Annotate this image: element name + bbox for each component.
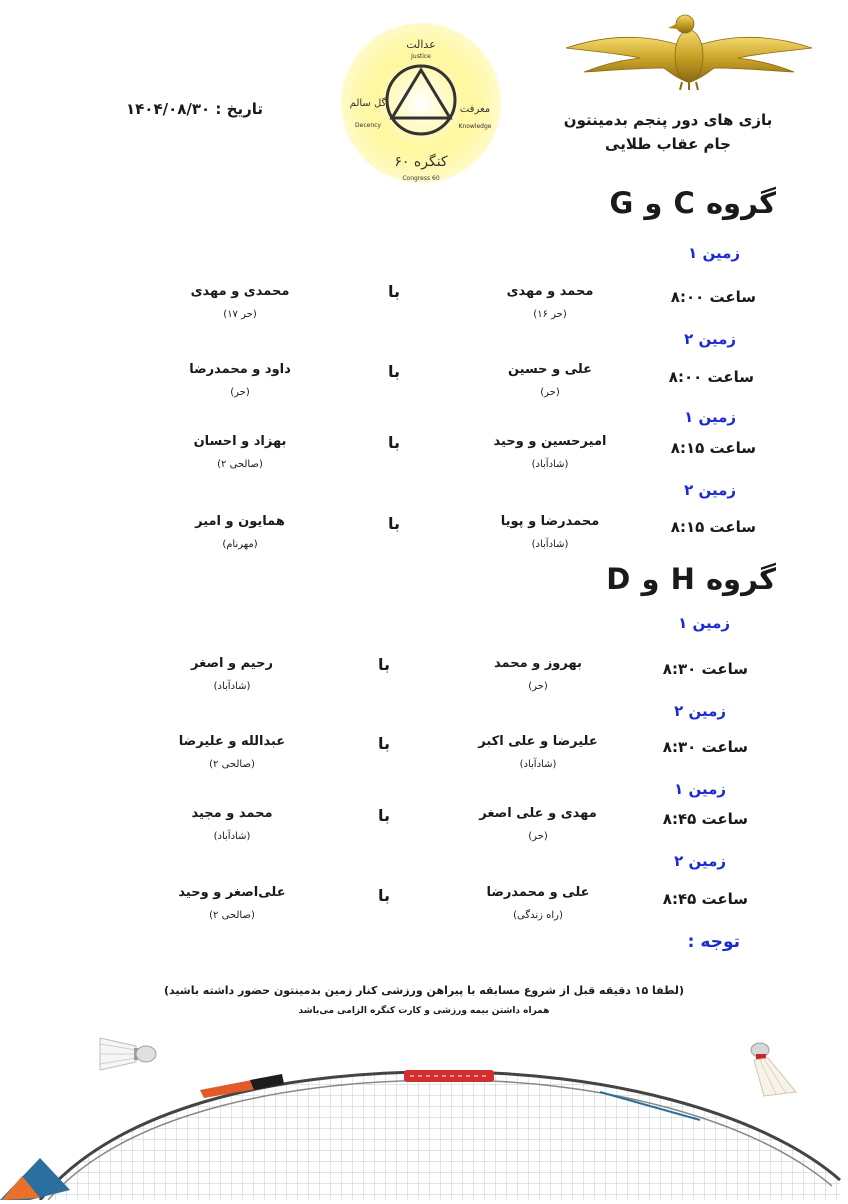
team-away [150,361,330,400]
team-away-name: همایون و امیر [195,514,285,529]
tournament-title [518,108,818,156]
match-court: زمین ۱ [678,614,730,632]
team-away [150,513,330,552]
team-home-name: بهروز و محمد [494,656,582,671]
match-time: ساعت ۸:۴۵ [662,890,748,908]
vs-label: با [388,282,401,301]
team-home-club: (راه زندگی) [513,910,563,921]
team-home [460,283,640,322]
note-title: توجه : [687,932,740,952]
team-away [142,655,322,694]
team-away-club: (صالحی ۲) [209,759,255,770]
team-away-name: داود و محمدرضا [189,362,291,377]
team-home [460,433,640,472]
vs-label: با [378,734,391,753]
team-away [142,805,322,844]
vs-label: با [388,514,401,533]
group-heading-h-d: گروه H و D [606,562,776,596]
team-away-club: (حر) [230,387,250,398]
team-away-club: (حر ۱۷) [223,309,257,320]
tournament-title-line2: جام عقاب طلایی [605,135,731,153]
team-home-club: (حر ۱۶) [533,309,567,320]
match-date: تاریخ : ۱۴۰۴/۰۸/۳۰ [126,100,263,118]
vs-label: با [378,886,391,905]
team-away-name: بهزاد و احسان [193,434,287,449]
team-away-name: عبدالله و علیرضا [178,734,286,749]
team-home-name: علی و حسین [507,362,593,377]
team-away-club: (مهرنام) [222,539,258,550]
vs-label: با [388,362,401,381]
team-home [448,884,628,923]
team-away-name: علی‌اصغر و وحید [178,885,286,900]
team-home-name: محمدرضا و پویا [500,514,600,529]
team-home-club: (شادآباد) [531,459,569,470]
match-court: زمین ۲ [684,330,736,348]
vs-label: با [378,806,391,825]
team-home [448,805,628,844]
team-home-name: امیرحسین و وحید [493,434,607,449]
emblem-bottom-en: Congress 60 [402,175,440,182]
tournament-title-line1: بازی های دور پنجم بدمینتون [563,111,773,129]
emblem-bottom-text: کنگره ۶۰ [394,154,448,170]
match-court: زمین ۱ [688,244,740,262]
emblem-top-en: Justice [411,53,431,60]
team-home-club: (حر) [528,681,548,692]
team-away [150,283,330,322]
emblem-left-en: Decency [355,122,381,129]
team-home-club: (شادآباد) [531,539,569,550]
team-away [142,884,322,923]
badminton-racket-image [0,1040,848,1200]
match-time: ساعت ۸:۳۰ [662,660,748,678]
match-time: ساعت ۸:۱۵ [670,518,756,536]
vs-label: با [378,655,391,674]
group-heading-c-g: گروه C و G [609,186,776,220]
team-home-name: علیرضا و علی اکبر [478,734,598,749]
match-time: ساعت ۸:۱۵ [670,439,756,457]
emblem-right-en: Knowledge [458,123,492,130]
congress60-emblem [338,20,504,186]
emblem-right-text: معرفت [459,104,491,115]
team-home-club: (شادآباد) [519,759,557,770]
match-time: ساعت ۸:۰۰ [670,288,756,306]
team-home-name: علی و محمدرضا [486,885,590,900]
note-line-1: (لطفا ۱۵ دقیقه قبل از شروع مسابقه با پیراهن ورزشی کنار زمین بدمینتون حضور داشته باشید) [164,984,684,997]
match-court: زمین ۲ [674,702,726,720]
team-home-club: (حر) [528,831,548,842]
team-away [142,733,322,772]
match-time: ساعت ۸:۰۰ [668,368,754,386]
team-away-club: (صالحی ۲) [217,459,263,470]
emblem-top-text: عدالت [406,38,436,51]
team-home-club: (حر) [540,387,560,398]
team-home-name: مهدی و علی اصغر [479,806,597,821]
team-home [448,733,628,772]
team-away-name: رحیم و اصغر [191,656,273,671]
team-away [150,433,330,472]
match-court: زمین ۲ [674,852,726,870]
match-time: ساعت ۸:۳۰ [662,738,748,756]
vs-label: با [388,433,401,452]
note-line-2: همراه داشتن بیمه ورزشی و کارت کنگره الزامی می‌باشد [298,1006,550,1016]
team-home [460,361,640,400]
match-time: ساعت ۸:۴۵ [662,810,748,828]
golden-eagle-logo [560,8,818,90]
team-home [448,655,628,694]
team-away-name: محمدی و مهدی [190,284,290,299]
team-away-club: (شادآباد) [213,681,251,692]
team-away-name: محمد و مجید [191,806,273,821]
emblem-left-text: گل سالم [349,98,387,109]
team-home [460,513,640,552]
match-court: زمین ۱ [674,780,726,798]
match-court: زمین ۲ [684,481,736,499]
match-court: زمین ۱ [684,408,736,426]
team-away-club: (صالحی ۲) [209,910,255,921]
team-home-name: محمد و مهدی [506,284,594,299]
team-away-club: (شادآباد) [213,831,251,842]
